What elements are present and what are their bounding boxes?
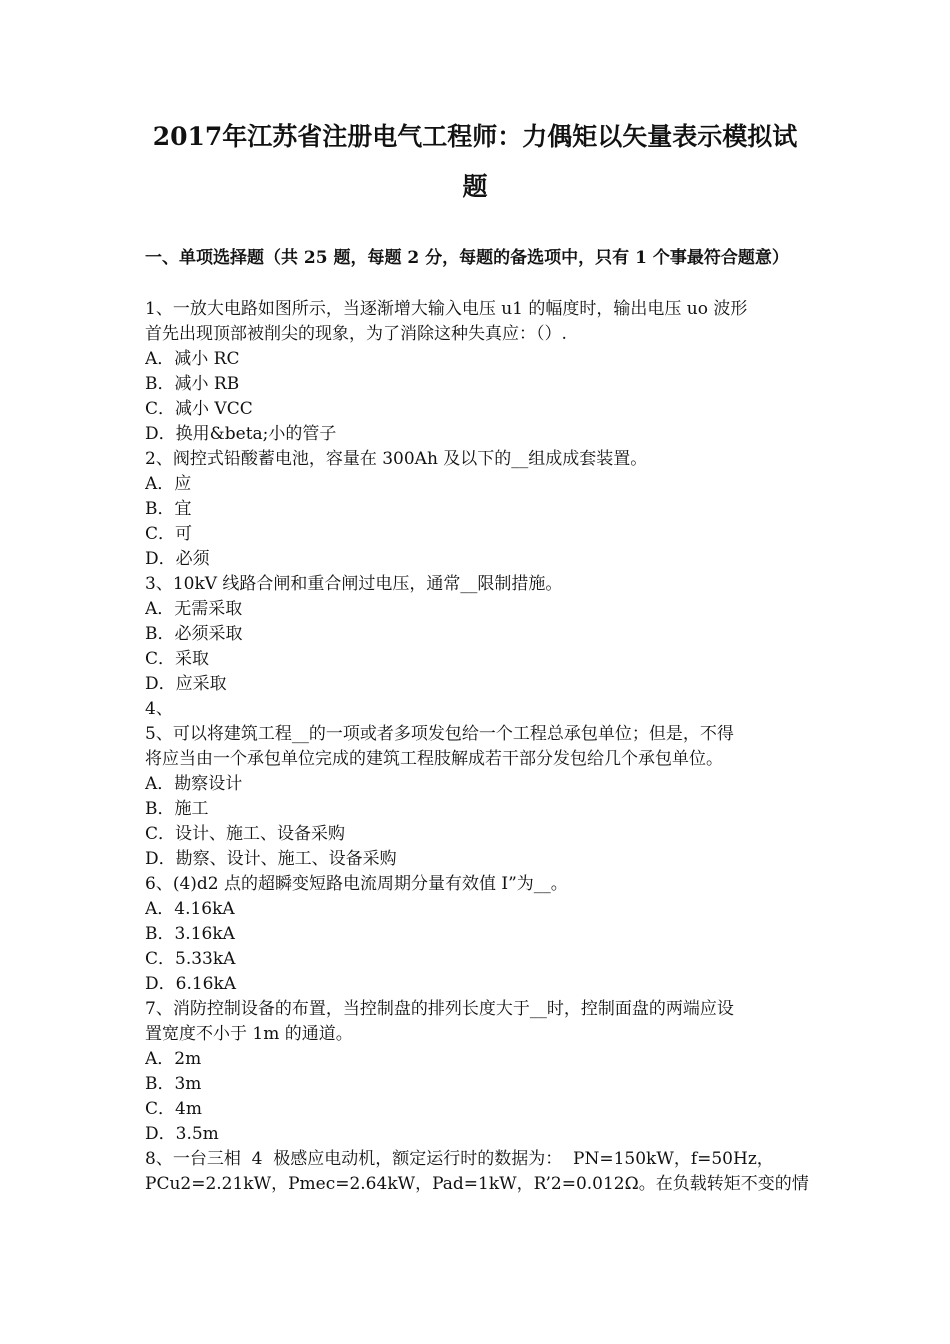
title-line-2: 题 — [462, 172, 488, 201]
option-line: B．宜 — [145, 499, 192, 519]
option-line: C．采取 — [145, 649, 210, 669]
title-line-1: 2017年江苏省注册电气工程师：力偶矩以矢量表示模拟试 — [152, 122, 798, 151]
text-line: 4、 — [145, 699, 173, 719]
option-line: C．4m — [145, 1099, 202, 1119]
text-line: 将应当由一个承包单位完成的建筑工程肢解成若干部分发包给几个承包单位。 — [145, 749, 723, 769]
text-line: 1、一放大电路如图所示，当逐渐增大输入电压 u1 的幅度时，输出电压 uo 波形 — [145, 299, 748, 319]
option-line: D．应采取 — [145, 674, 227, 694]
option-line: A．无需采取 — [145, 599, 243, 619]
option-line: B．3m — [145, 1074, 202, 1094]
option-line: C．可 — [145, 524, 193, 544]
option-line: D．6.16kA — [145, 974, 237, 994]
option-line: A．4.16kA — [145, 899, 235, 919]
option-line: D．必须 — [145, 549, 210, 569]
text-line: 6、(4)d2 点的超瞬变短路电流周期分量有效值 I”为__。 — [145, 874, 568, 894]
text-line: 3、10kV 线路合闸和重合闸过电压，通常__限制措施。 — [145, 574, 563, 594]
option-line: C．减小 VCC — [145, 399, 253, 419]
option-line: C．设计、施工、设备采购 — [145, 824, 346, 844]
option-line: A．勘察设计 — [145, 774, 243, 794]
option-line: B．施工 — [145, 799, 209, 819]
option-line: B．减小 RB — [145, 374, 240, 394]
option-line: A．应 — [145, 474, 192, 494]
text-line: 8、一台三相 4 极感应电动机，额定运行时的数据为： PN=150kW，f=50Hz， — [145, 1149, 774, 1169]
text-line: 首先出现顶部被削尖的现象，为了消除这种失真应：（）. — [145, 324, 567, 344]
question-body — [145, 297, 810, 1197]
text-line: 5、可以将建筑工程__的一项或者多项发包给一个工程总承包单位；但是，不得 — [145, 724, 734, 744]
option-line: B．3.16kA — [145, 924, 235, 944]
option-line: B．必须采取 — [145, 624, 243, 644]
document-title — [120, 112, 830, 212]
text-line: 7、消防控制设备的布置，当控制盘的排列长度大于__时，控制面盘的两端应设 — [145, 999, 734, 1019]
text-line: 置宽度不小于 1m 的通道。 — [145, 1024, 353, 1044]
option-line: D．勘察、设计、施工、设备采购 — [145, 849, 397, 869]
text-line: 2、阀控式铅酸蓄电池，容量在 300Ah 及以下的__组成成套装置。 — [145, 449, 648, 469]
option-line: A．2m — [145, 1049, 202, 1069]
option-line: A．减小 RC — [145, 349, 240, 369]
section-heading: 一、单项选择题（共 25 题，每题 2 分，每题的备选项中，只有 1 个事最符合题意） — [145, 248, 789, 268]
option-line: D．3.5m — [145, 1124, 219, 1144]
text-line: PCu2=2.21kW，Pmec=2.64kW，Pad=1kW，R’2=0.012Ω。在负载转矩不变的情 — [145, 1174, 809, 1194]
option-line: D．换用&beta;小的管子 — [145, 424, 337, 444]
option-line: C．5.33kA — [145, 949, 236, 969]
